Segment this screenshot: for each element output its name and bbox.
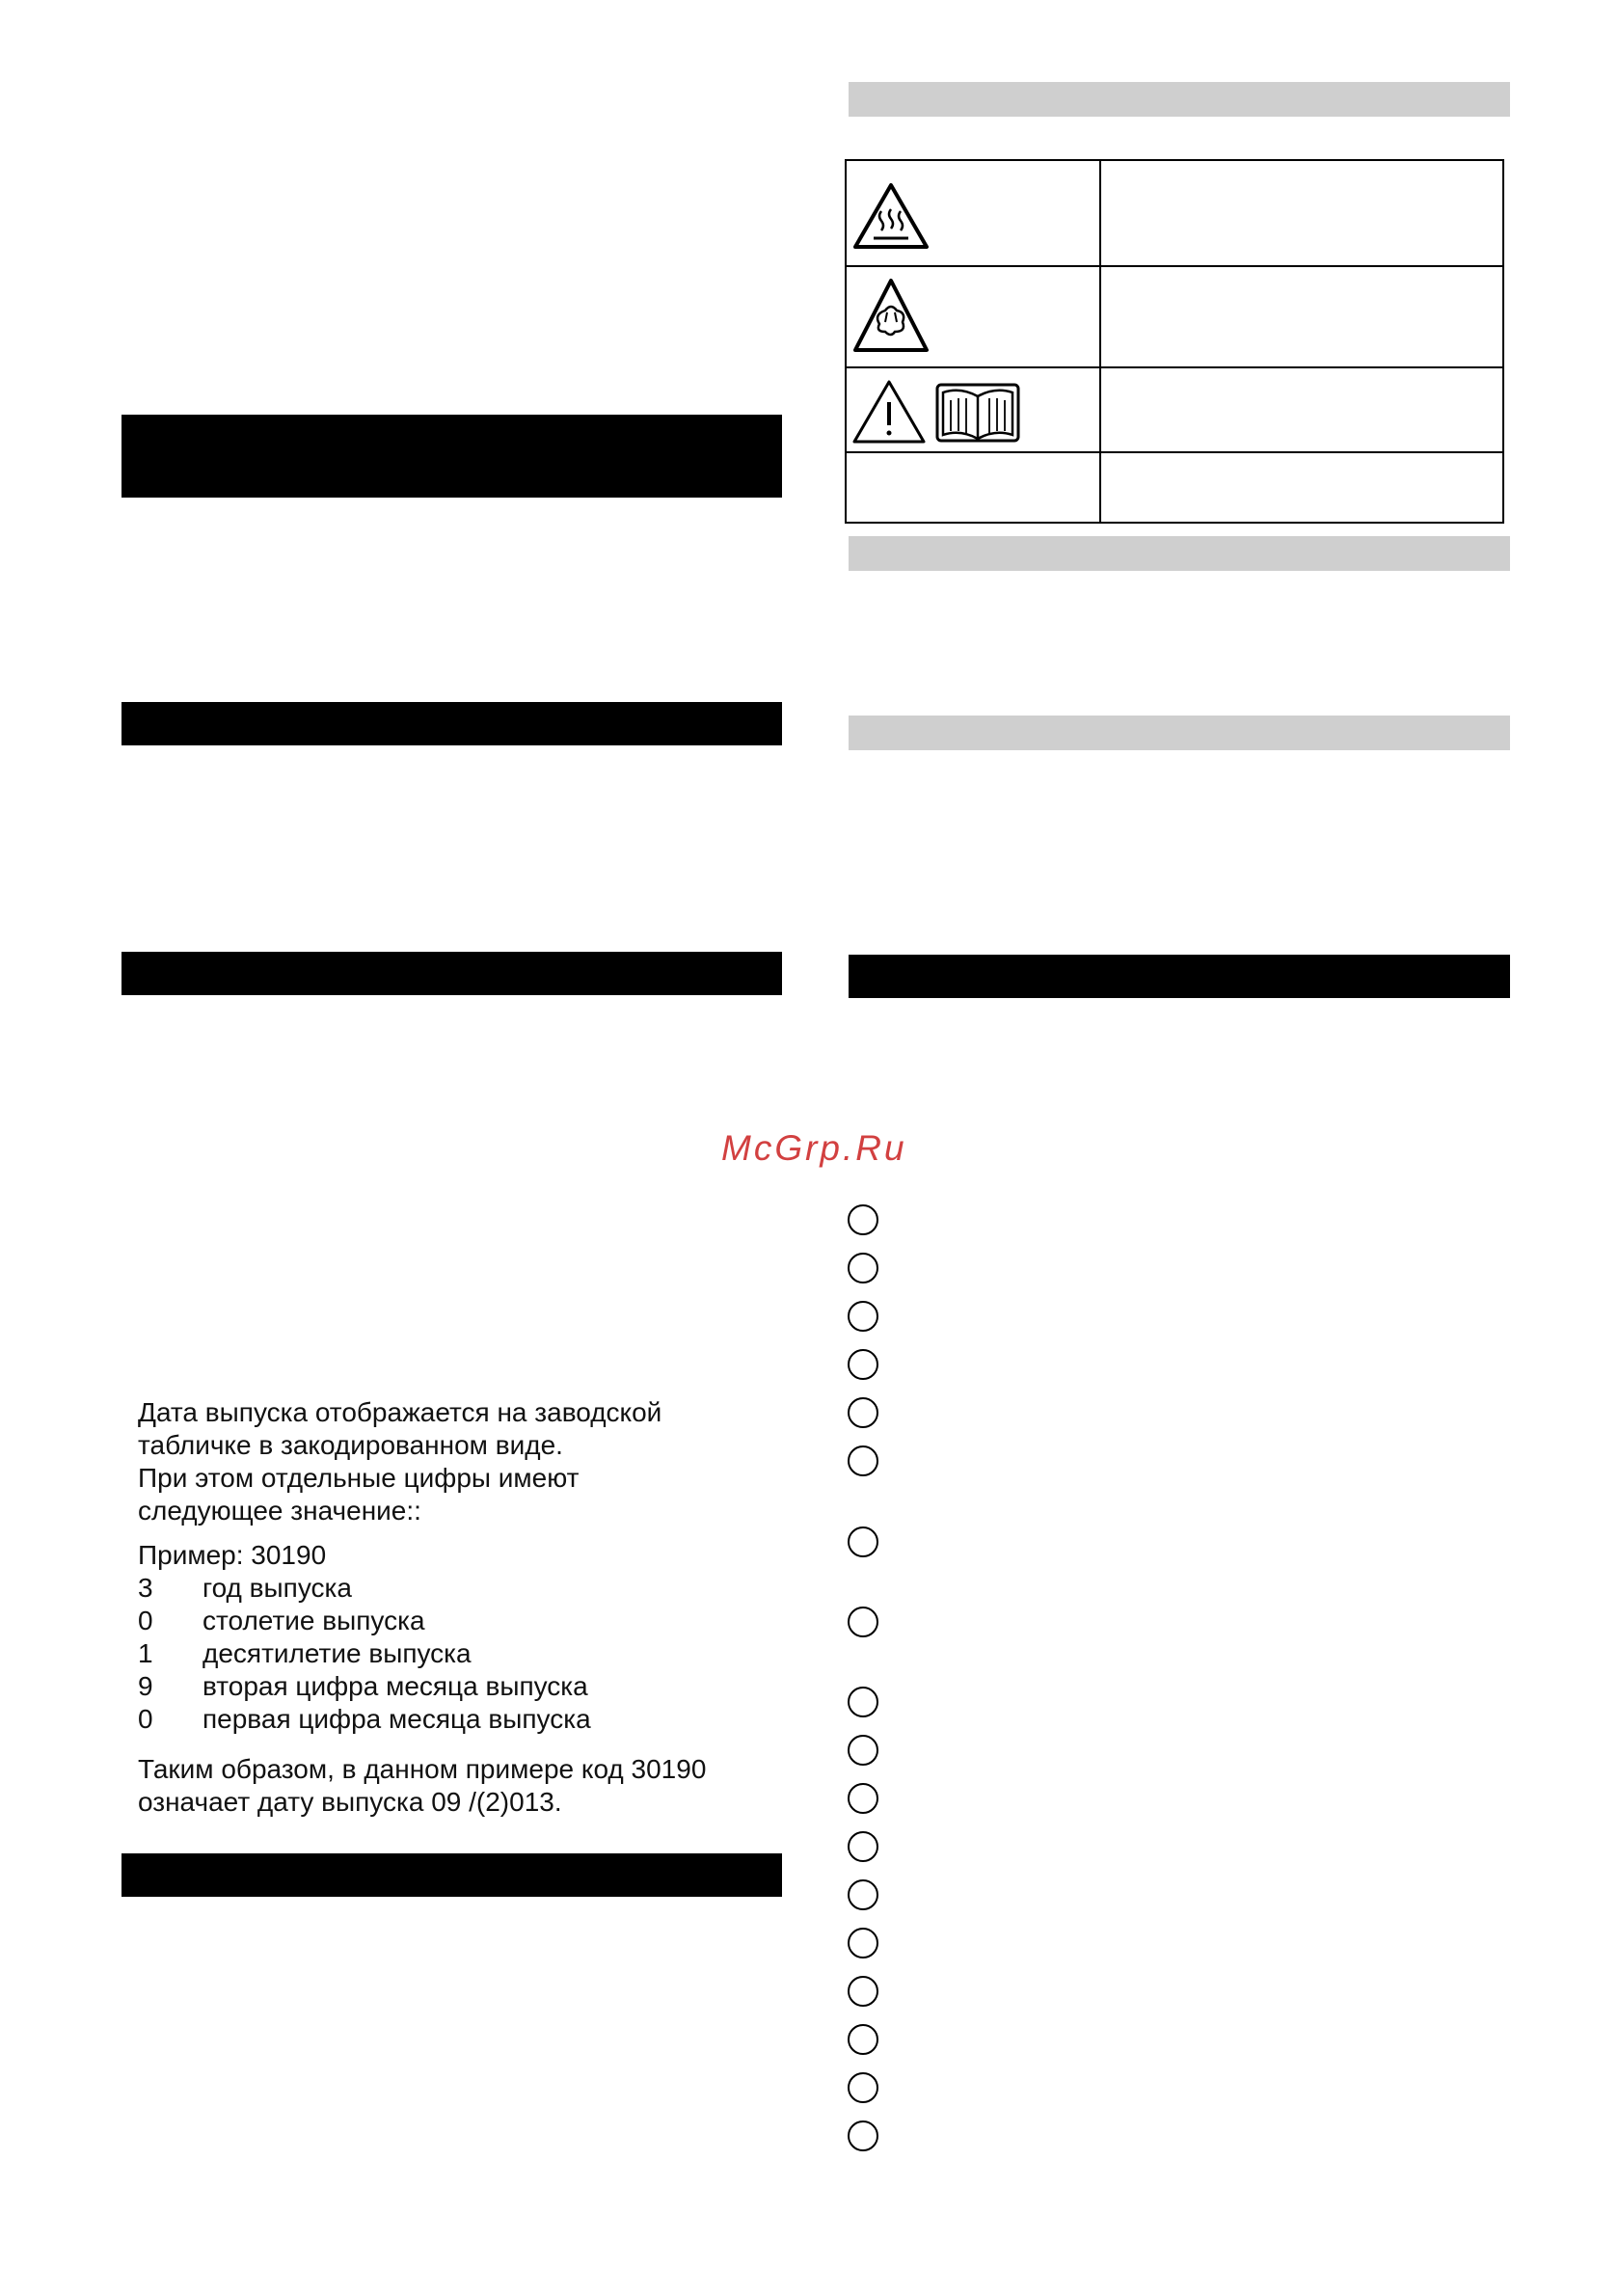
legend-text: год выпуска	[202, 1573, 352, 1603]
table-divider	[1099, 161, 1101, 522]
hot-surface-warning-icon	[852, 182, 930, 250]
conclusion-line: Таким образом, в данном примере код 30190	[138, 1754, 707, 1784]
legend-item	[138, 1637, 472, 1670]
steam-hazard-warning-icon	[852, 278, 930, 355]
section-header-4	[121, 1853, 782, 1897]
intro-line: следующее значение::	[138, 1496, 421, 1526]
number-circle	[848, 2072, 878, 2103]
number-circle	[848, 2024, 878, 2055]
production-date-intro	[138, 1396, 661, 1527]
conclusion-line: означает дату выпуска 09 /(2)013.	[138, 1787, 562, 1817]
legend-digit: 3	[138, 1573, 153, 1603]
legend-text: столетие выпуска	[202, 1606, 425, 1635]
read-manual-warning-icon	[852, 379, 1026, 445]
number-circle	[848, 1607, 878, 1637]
number-circle	[848, 1349, 878, 1380]
subsection-header-3	[849, 716, 1510, 750]
number-circle	[848, 1879, 878, 1910]
section-header-2	[121, 702, 782, 745]
number-circle	[848, 1783, 878, 1814]
legend-item	[138, 1703, 591, 1736]
number-circle	[848, 1976, 878, 2007]
legend-text: десятилетие выпуска	[202, 1638, 472, 1668]
legend-text: вторая цифра месяца выпуска	[202, 1671, 588, 1701]
intro-line: При этом отдельные цифры имеют	[138, 1463, 580, 1493]
subsection-header-2	[849, 536, 1510, 571]
production-date-conclusion	[138, 1753, 706, 1819]
legend-digit: 1	[138, 1638, 153, 1668]
table-row	[847, 451, 1502, 453]
intro-line: табличке в закодированном виде.	[138, 1430, 563, 1460]
legend-text: первая цифра месяца выпуска	[202, 1704, 591, 1734]
legend-item	[138, 1670, 588, 1703]
section-header-right	[849, 955, 1510, 998]
number-circle	[848, 1301, 878, 1332]
number-circle	[848, 1526, 878, 1557]
legend-item	[138, 1605, 425, 1637]
number-circle	[848, 1445, 878, 1476]
watermark: McGrp.Ru	[721, 1128, 907, 1168]
subsection-header-1	[849, 82, 1510, 117]
number-circle	[848, 1204, 878, 1235]
number-circle	[848, 1253, 878, 1283]
table-row	[847, 265, 1502, 267]
legend-digit: 0	[138, 1704, 153, 1734]
number-circle	[848, 1397, 878, 1428]
number-circle	[848, 1831, 878, 1862]
number-circle	[848, 1687, 878, 1717]
legend-digit: 9	[138, 1671, 153, 1701]
legend-item	[138, 1572, 352, 1605]
number-circle	[848, 1735, 878, 1766]
symbols-table	[845, 159, 1504, 524]
number-circle	[848, 2120, 878, 2151]
section-header-3	[121, 952, 782, 995]
legend-digit: 0	[138, 1606, 153, 1635]
intro-line: Дата выпуска отображается на заводской	[138, 1397, 662, 1427]
number-circle	[848, 1928, 878, 1958]
section-header-1	[121, 415, 782, 498]
example-label: Пример: 30190	[138, 1540, 327, 1570]
table-row	[847, 366, 1502, 368]
